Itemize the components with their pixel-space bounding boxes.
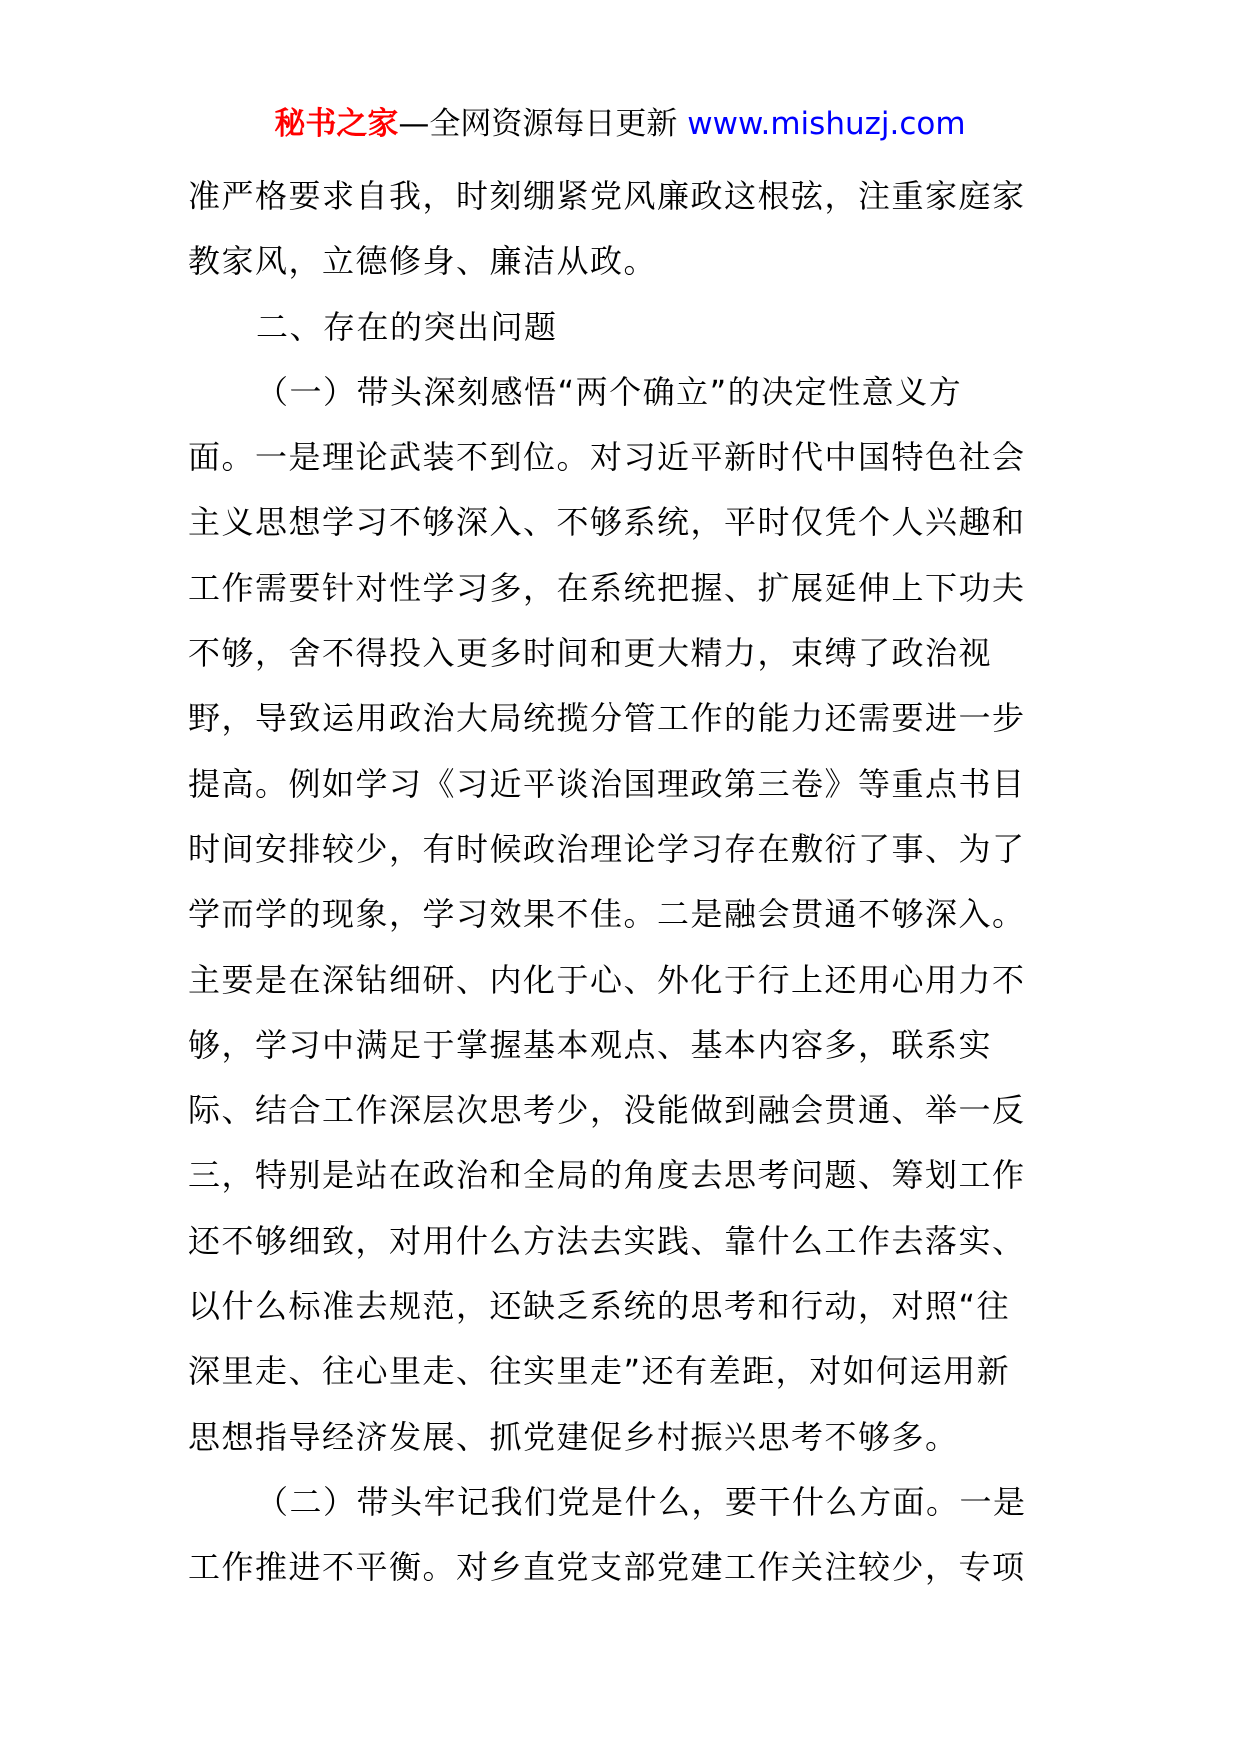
page-header: [0, 98, 1240, 150]
text-line: 深里走、往心里走、往实里走”还有差距，对如何运用新: [188, 1352, 1011, 1391]
text-line: 工作需要针对性学习多，在系统把握、扩展延伸上下功夫: [188, 568, 1026, 607]
text-line: 准严格要求自我，时刻绷紧党风廉政这根弦，注重家庭家: [188, 177, 1026, 215]
text-line: 主义思想学习不够深入、不够系统，平时仅凭个人兴趣和: [188, 503, 1026, 542]
site-tagline: —全网资源每日更新: [398, 106, 688, 142]
text-line: 野，导致运用政治大局统揽分管工作的能力还需要进一步: [188, 699, 1026, 738]
text-line: 面。一是理论武装不到位。对习近平新时代中国特色社会: [188, 438, 1026, 477]
text-line: （一）带头深刻感悟“两个确立”的决定性意义方: [256, 372, 963, 411]
text-line: 工作推进不平衡。对乡直党支部党建工作关注较少，专项: [188, 1548, 1026, 1587]
site-url-link[interactable]: www.mishuzj.com: [687, 106, 966, 142]
text-line: 时间安排较少，有时候政治理论学习存在敷衍了事、为了: [188, 829, 1026, 868]
text-line: 思想指导经济发展、抓党建促乡村振兴思考不够多。: [188, 1417, 959, 1456]
text-line: 以什么标准去规范，还缺乏系统的思考和行动，对照“往: [188, 1287, 1011, 1326]
text-line: 提高。例如学习《习近平谈治国理政第三卷》等重点书目: [188, 764, 1026, 803]
document-body: [188, 164, 1068, 1601]
text-line: 主要是在深钻细研、内化于心、外化于行上还用心用力不: [188, 960, 1026, 999]
text-line: （二）带头牢记我们党是什么，要干什么方面。一是: [256, 1482, 1027, 1521]
text-line: 三，特别是站在政治和全局的角度去思考问题、筹划工作: [188, 1156, 1026, 1195]
text-line: 不够，舍不得投入更多时间和更大精力，束缚了政治视: [188, 634, 993, 673]
text-line: 够，学习中满足于掌握基本观点、基本内容多，联系实: [188, 1025, 993, 1064]
site-brand: 秘书之家: [274, 106, 399, 142]
text-line: 学而学的现象，学习效果不佳。二是融会贯通不够深入。: [188, 895, 1026, 934]
text-line: 际、结合工作深层次思考少，没能做到融会贯通、举一反: [188, 1091, 1026, 1130]
text-line: 二、存在的突出问题: [256, 307, 558, 346]
text-line: 教家风，立德修身、廉洁从政。: [188, 242, 658, 281]
text-line: 还不够细致，对用什么方法去实践、靠什么工作去落实、: [188, 1221, 1026, 1260]
